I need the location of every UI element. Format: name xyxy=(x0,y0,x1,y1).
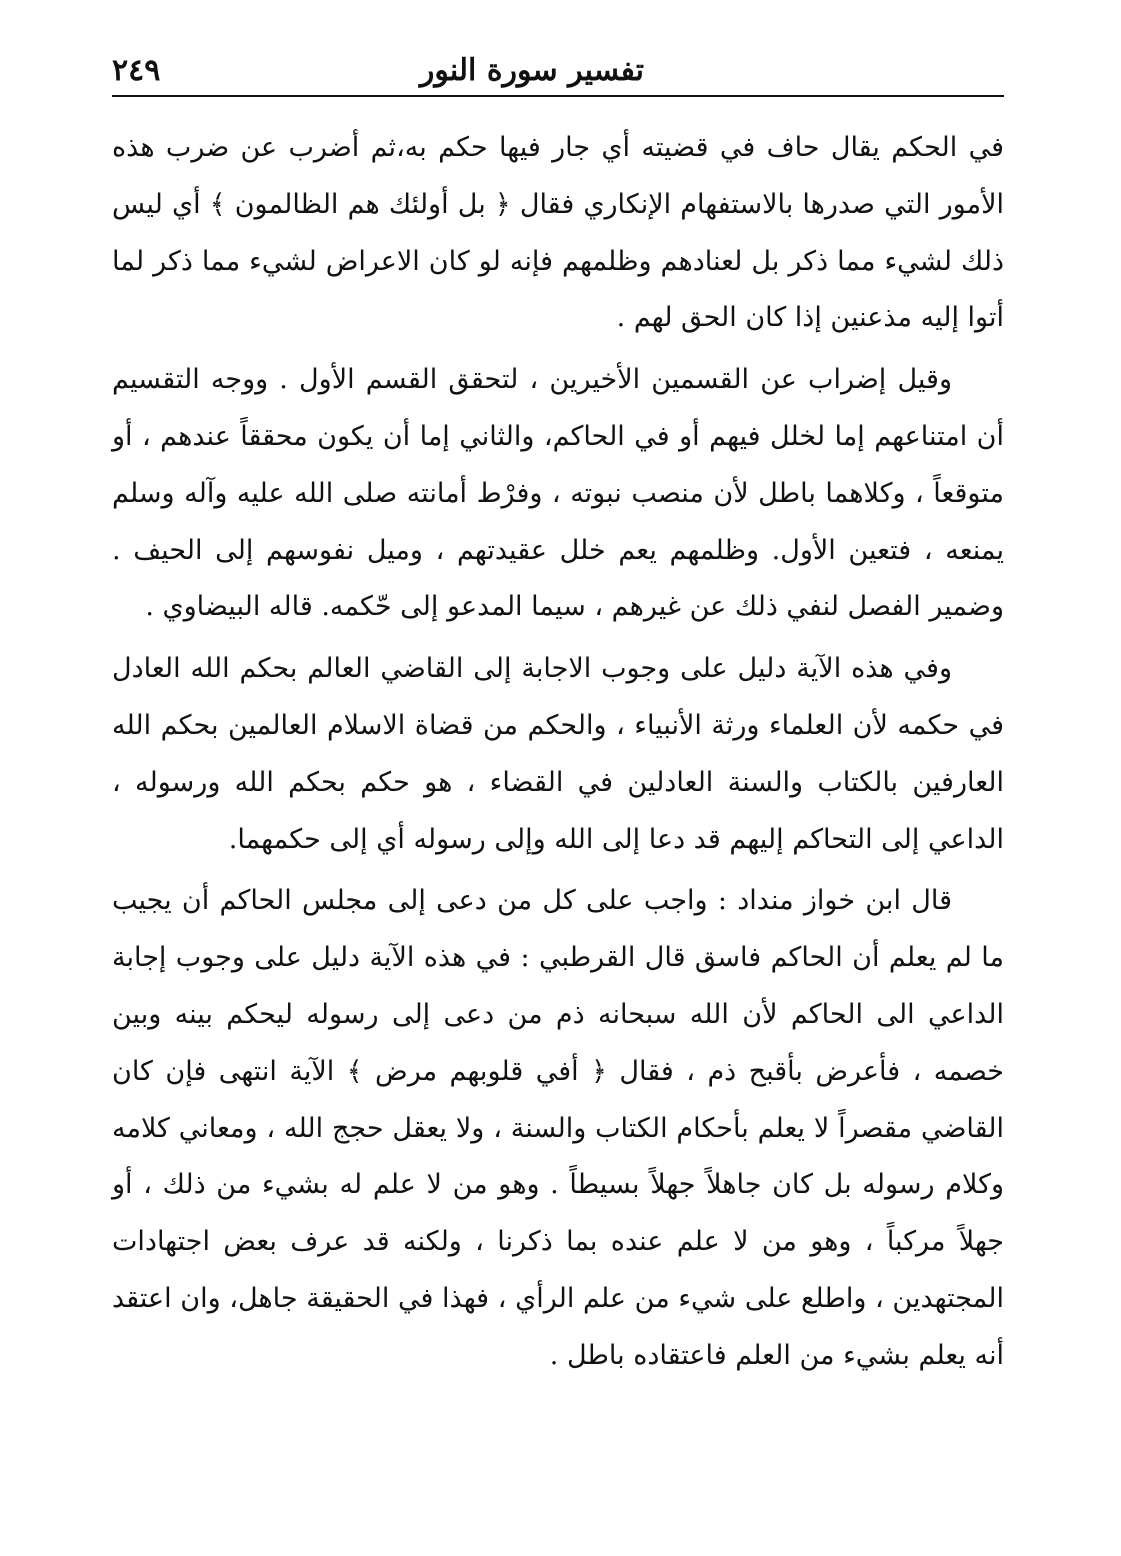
paragraph-4: قال ابن خواز منداد : واجب على كل من دعى إلى مجلس الحاكم أن يجيب ما لم يعلم أن الحاكم فاسق قال القرطبي : في هذه الآية دليل على وجوب إجابة الداعي الى الحاكم لأن الله سبحانه ذم من دعى إلى رسوله ليحكم بينه وبين خصمه ، فأعرض بأقبح ذم ، فقال ﴿ أفي قلوبهم مرض ﴾ الآية انتهى فإن كان القاضي مقصراً لا يعلم بأحكام الكتاب والسنة ، ولا يعقل حجج الله ، ومعاني كلامه وكلام رسوله بل كان جاهلاً جهلاً بسيطاً . وهو من لا علم له بشيء من ذلك ، أو جهلاً مركباً ، وهو من لا علم عنده بما ذكرنا ، ولكنه قد عرف بعض اجتهادات المجتهدين ، واطلع على شيء من علم الرأي ، فهذا في الحقيقة جاهل، وان اعتقد أنه يعلم بشيء من العلم فاعتقاده باطل . xyxy=(112,885,1005,1371)
paragraph-1: في الحكم يقال حاف في قضيته أي جار فيها حكم به،ثم أضرب عن ضرب هذه الأمور التي صدرها بالاستفهام الإنكاري فقال ﴿ بل أولئك هم الظالمون ﴾ أي ليس ذلك لشيء مما ذكر بل لعنادهم وظلمهم فإنه لو كان الاعراض لشيء مما ذكر لما أتوا إليه مذعنين إذا كان الحق لهم . xyxy=(112,132,1004,334)
running-header-title: تفسير سورة النور xyxy=(419,53,644,88)
paragraph-2: وقيل إضراب عن القسمين الأخيرين ، لتحقق القسم الأول . ووجه التقسيم أن امتناعهم إما لخلل فيهم أو في الحاكم، والثاني إما أن يكون محققاً عندهم ، أو متوقعاً ، وكلاهما باطل لأن منصب نبوته ، وفرْط أمانته صلى الله عليه وآله وسلم يمنعه ، فتعين الأول. وظلمهم يعم خلل عقيدتهم ، وميل نفوسهم إلى الحيف . وضمير الفصل لنفي ذلك عن غيرهم ، سيما المدعو إلى حّكمه. قاله البيضاوي . xyxy=(112,364,1004,623)
paragraph-3: وفي هذه الآية دليل على وجوب الاجابة إلى القاضي العالم بحكم الله العادل في حكمه لأن العلماء ورثة الأنبياء ، والحكم من قضاة الاسلام العالمين بحكم الله العارفين بالكتاب والسنة العادلين في القضاء ، هو حكم بحكم الله ورسوله ، الداعي إلى التحاكم إليهم قد دعا إلى الله وإلى رسوله أي إلى حكمهما. xyxy=(112,653,1004,855)
page-number: ٢٤٩ xyxy=(112,53,161,88)
body-text xyxy=(112,120,1004,1385)
header-divider xyxy=(112,95,1004,97)
running-header xyxy=(112,52,1004,94)
